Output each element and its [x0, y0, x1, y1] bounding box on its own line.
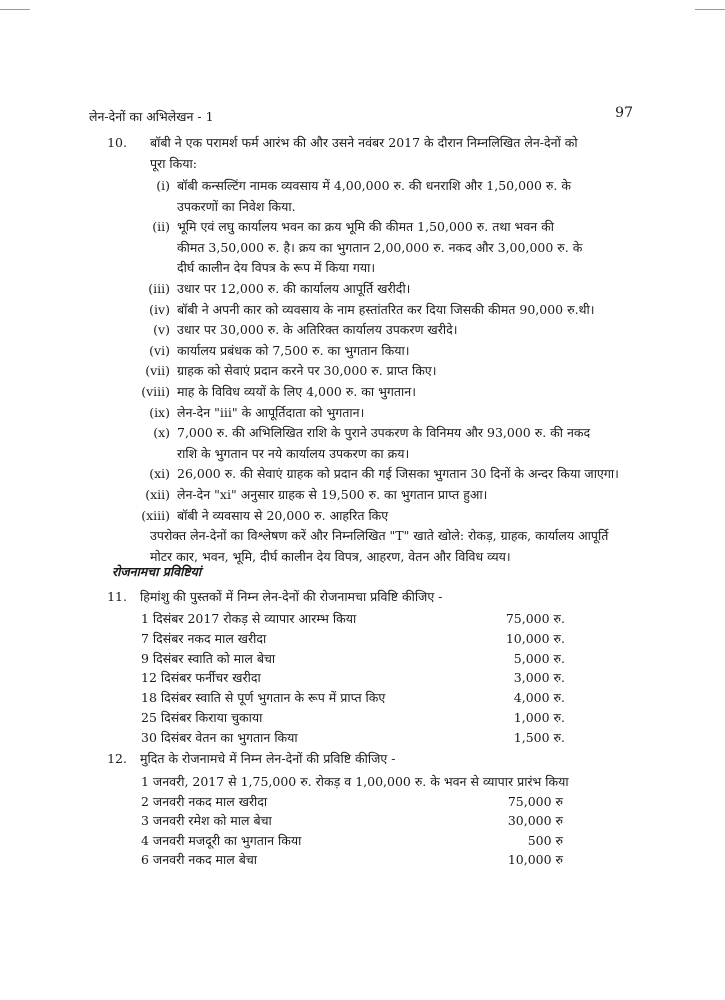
question-number: 11.: [107, 589, 127, 604]
entry-text: 18 दिसंबर स्वाति से पूर्ण भुगतान के रूप में प्राप्त किए: [141, 690, 386, 706]
entry-text: 30 दिसंबर वेतन का भुगतान किया: [141, 729, 298, 745]
item-label: (vi): [149, 342, 170, 358]
item-label: (xii): [145, 487, 170, 502]
item-label: (ii): [152, 219, 170, 235]
item-text: दीर्घ कालीन देय विपत्र के रूप में किया गया।: [177, 260, 376, 276]
entry-text: 7 दिसंबर नकद माल खरीदा: [141, 630, 267, 646]
entry-amount: 1,500 रु.: [513, 729, 565, 745]
crop-mark-right: [695, 9, 725, 10]
instruction-text: मोटर कार, भवन, भूमि, दीर्घ कालीन देय विपत्र, आहरण, वेतन और विविध व्यय।: [150, 549, 511, 565]
item-label: (x): [153, 425, 170, 441]
entry-text: 6 जनवरी नकद माल बेचा: [141, 852, 258, 868]
question-intro: हिमांशु की पुस्तकों में निम्न लेन-देनों की रोजनामचा प्रविष्टि कीजिए -: [140, 589, 443, 604]
entry-text: 1 जनवरी, 2017 से 1,75,000 रु. रोकड़ व 1,00,000 रु. के भवन से व्यापार प्रारंभ किया: [141, 774, 569, 789]
entry-text: 12 दिसंबर फर्नीचर खरीदा: [141, 670, 261, 686]
entry-amount: 75,000 रु: [507, 793, 563, 809]
item-label: (v): [153, 322, 170, 338]
entry-amount: 3,000 रु.: [513, 670, 565, 686]
item-text: बॉबी कन्सल्टिंग नामक व्यवसाय में 4,00,000 रु. की धनराशि और 1,50,000 रु. के: [177, 178, 571, 193]
entry-text: 1 दिसंबर 2017 रोकड़ से व्यापार आरम्भ किया: [141, 611, 357, 626]
page-number: 97: [615, 105, 633, 121]
item-text: लेन-देन "xi" अनुसार ग्राहक से 19,500 रु. का भुगतान प्राप्त हुआ।: [177, 487, 488, 502]
item-label: (i): [156, 178, 170, 193]
item-text: ग्राहक को सेवाएं प्रदान करने पर 30,000 रु. प्राप्त किए।: [177, 363, 437, 379]
entry-amount: 10,000 रु.: [505, 630, 565, 646]
question-number: 10.: [107, 135, 127, 150]
item-text: माह के विविध व्ययों के लिए 4,000 रु. का भुगतान।: [177, 384, 416, 399]
entry-amount: 30,000 रु: [507, 813, 563, 829]
item-label: (viii): [141, 384, 170, 399]
instruction-text: उपरोक्त लेन-देनों का विश्लेषण करें और निम्नलिखित "T" खाते खोले: रोकड़, ग्राहक, कार्यालय आपूर्ति: [150, 528, 609, 544]
item-label: (iii): [148, 281, 170, 296]
item-text: उपकरणों का निवेश किया.: [177, 198, 296, 214]
entry-amount: 75,000 रु.: [505, 611, 565, 626]
item-text: बॉबी ने व्यवसाय से 20,000 रु. आहरित किए: [177, 507, 389, 523]
item-text: कार्यालय प्रबंधक को 7,500 रु. का भुगतान किया।: [177, 342, 410, 358]
item-text: कीमत 3,50,000 रु. है। क्रय का भुगतान 2,00,000 रु. नकद और 3,00,000 रु. के: [177, 239, 583, 255]
item-label: (vii): [145, 363, 170, 379]
running-title: लेन-देनों का अभिलेखन - 1: [89, 109, 214, 124]
question-intro: मुदित के रोजनामचे में निम्न लेन-देनों की प्रविष्टि कीजिए -: [140, 751, 396, 766]
question-number: 12.: [107, 751, 127, 766]
entry-amount: 4,000 रु.: [513, 690, 565, 706]
entry-amount: 500 रु: [527, 832, 563, 848]
item-label: (iv): [149, 301, 170, 317]
entry-amount: 1,000 रु.: [513, 710, 565, 725]
item-text: 7,000 रु. की अभिलिखित राशि के पुराने उपकरण के विनिमय और 93,000 रु. की नकद: [177, 425, 591, 441]
entry-text: 9 दिसंबर स्वाति को माल बेचा: [141, 650, 276, 666]
crop-mark-left: [0, 9, 30, 10]
entry-text: 2 जनवरी नकद माल खरीदा: [141, 793, 268, 809]
question-intro: बॉबी ने एक परामर्श फर्म आरंभ की और उसने नवंबर 2017 के दौरान निम्नलिखित लेन-देनों को: [150, 135, 578, 150]
entry-text: 3 जनवरी रमेश को माल बेचा: [141, 813, 272, 829]
section-heading: रोजनामचा प्रविष्टियां: [112, 564, 202, 579]
item-text: उधार पर 30,000 रु. के अतिरिक्त कार्यालय उपकरण खरीदे।: [177, 322, 458, 338]
entry-amount: 10,000 रु: [507, 852, 563, 868]
question-intro: पूरा किया:: [150, 156, 197, 171]
item-text: उधार पर 12,000 रु. की कार्यालय आपूर्ति खरीदी।: [177, 281, 411, 296]
item-text: भूमि एवं लघु कार्यालय भवन का क्रय भूमि की कीमत 1,50,000 रु. तथा भवन की: [177, 219, 555, 235]
item-text: 26,000 रु. की सेवाएं ग्राहक को प्रदान की गई जिसका भुगतान 30 दिनों के अन्दर किया जाएगा।: [177, 466, 619, 482]
entry-text: 4 जनवरी मजदूरी का भुगतान किया: [141, 832, 302, 848]
item-label: (xi): [149, 466, 170, 482]
item-text: बॉबी ने अपनी कार को व्यवसाय के नाम हस्तांतरित कर दिया जिसकी कीमत 90,000 रु.थी।: [177, 301, 595, 317]
item-text: लेन-देन "iii" के आपूर्तिदाता को भुगतान।: [177, 404, 365, 420]
item-label: (xiii): [141, 507, 170, 523]
item-label: (ix): [149, 404, 170, 420]
entry-text: 25 दिसंबर किराया चुकाया: [141, 710, 263, 725]
item-text: राशि के भुगतान पर नये कार्यालय उपकरण का क्रय।: [177, 445, 410, 461]
entry-amount: 5,000 रु.: [513, 650, 565, 666]
